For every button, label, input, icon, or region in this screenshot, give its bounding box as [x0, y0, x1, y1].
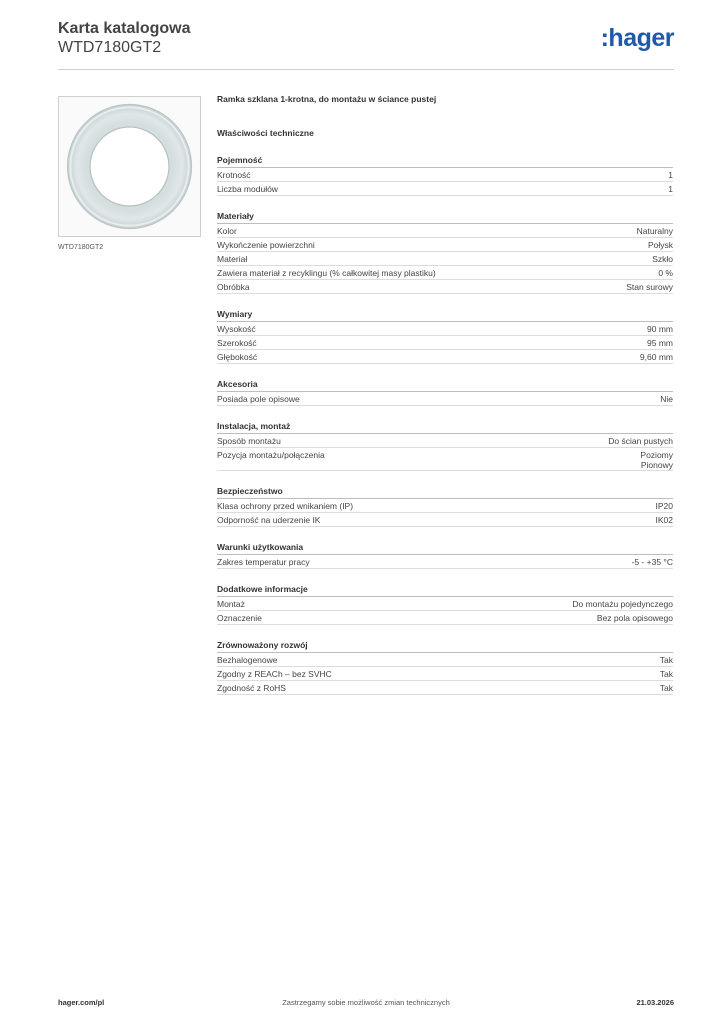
property-value — [660, 683, 673, 693]
property-row — [217, 681, 673, 695]
property-label: Oznaczenie — [217, 613, 262, 623]
property-section — [217, 421, 673, 471]
document-title: Karta katalogowa — [58, 20, 191, 37]
property-value — [597, 613, 673, 623]
property-value — [572, 599, 673, 609]
property-section — [217, 379, 673, 406]
property-label: Wykończenie powierzchni — [217, 240, 315, 250]
property-value-line: Pionowy — [640, 460, 673, 470]
property-label: Materiał — [217, 254, 248, 264]
property-row — [217, 336, 673, 350]
property-value-line: Naturalny — [636, 226, 673, 236]
property-value-line: Tak — [659, 683, 673, 693]
property-row — [217, 611, 673, 625]
property-value-line: 9,60 mm — [639, 352, 673, 362]
property-value — [656, 501, 674, 511]
property-value-line: 1 — [668, 170, 673, 180]
property-value-line: Tak — [659, 655, 673, 665]
property-row — [217, 513, 673, 527]
property-sections — [217, 155, 673, 695]
property-value — [632, 557, 673, 567]
property-value-line: Bez pola opisowego — [596, 613, 673, 623]
property-section — [217, 211, 673, 294]
property-label: Posiada pole opisowe — [217, 394, 300, 404]
property-value — [652, 254, 673, 264]
property-row — [217, 280, 673, 294]
product-image — [58, 96, 201, 237]
property-label: Zawiera materiał z recyklingu (% całkowitej masy plastiku) — [217, 268, 436, 278]
property-section — [217, 584, 673, 625]
product-details — [217, 94, 673, 695]
property-row — [217, 667, 673, 681]
property-row — [217, 555, 673, 569]
property-label: Odporność na uderzenie IK — [217, 515, 321, 525]
property-row — [217, 182, 673, 196]
property-row — [217, 252, 673, 266]
section-title: Bezpieczeństwo — [217, 486, 673, 499]
hager-logo — [601, 24, 674, 53]
property-value — [647, 324, 673, 334]
property-label: Bezhalogenowe — [217, 655, 278, 665]
property-value-line: 1 — [668, 184, 673, 194]
property-row — [217, 266, 673, 280]
property-row — [217, 653, 673, 667]
property-value-line: Poziomy — [640, 450, 673, 460]
property-label: Krotność — [217, 170, 251, 180]
glass-frame-illustration — [59, 97, 200, 236]
property-value-line: Tak — [659, 669, 673, 679]
product-code: WTD7180GT2 — [58, 39, 162, 56]
property-value — [668, 184, 673, 194]
property-label: Montaż — [217, 599, 245, 609]
property-value — [660, 394, 673, 404]
property-row — [217, 597, 673, 611]
footer-website-link[interactable]: hager.com/pl — [58, 998, 105, 1007]
property-value — [660, 669, 673, 679]
property-label: Głębokość — [217, 352, 258, 362]
property-row — [217, 499, 673, 513]
property-label: Pozycja montażu/połączenia — [217, 450, 325, 460]
property-value — [647, 338, 673, 348]
property-value-line: IK02 — [655, 515, 673, 525]
property-label: Zgodność z RoHS — [217, 683, 286, 693]
property-section — [217, 640, 673, 695]
section-title: Akcesoria — [217, 379, 673, 392]
hager-logo-text: :hager — [600, 24, 674, 52]
property-row — [217, 168, 673, 182]
property-value — [626, 282, 673, 292]
property-value — [658, 268, 673, 278]
property-value-line: 90 mm — [647, 324, 673, 334]
property-label: Wysokość — [217, 324, 256, 334]
footer-disclaimer: Zastrzegamy sobie możliwość zmian technicznych — [282, 998, 450, 1007]
section-title: Dodatkowe informacje — [217, 584, 673, 597]
section-title: Instalacja, montaż — [217, 421, 673, 434]
property-row — [217, 238, 673, 252]
property-label: Klasa ochrony przed wnikaniem (IP) — [217, 501, 354, 511]
property-value-line: 95 mm — [647, 338, 673, 348]
image-caption: WTD7180GT2 — [58, 244, 104, 251]
property-value — [640, 352, 673, 362]
property-row — [217, 392, 673, 406]
property-section — [217, 542, 673, 569]
property-value-line: Stan surowy — [626, 282, 673, 292]
property-value-line: Do ścian pustych — [608, 436, 673, 446]
property-section — [217, 486, 673, 527]
property-label: Obróbka — [217, 282, 250, 292]
property-label: Zgodny z REACh – bez SVHC — [217, 669, 332, 679]
section-title: Zrównoważony rozwój — [217, 640, 673, 653]
property-section — [217, 309, 673, 364]
property-label: Sposób montażu — [217, 436, 281, 446]
property-row — [217, 448, 673, 471]
properties-heading: Właściwości techniczne — [217, 128, 314, 138]
property-value — [648, 240, 673, 250]
property-row — [217, 434, 673, 448]
footer-date: 21.03.2026 — [636, 998, 674, 1007]
property-value — [608, 436, 673, 446]
property-label: Szerokość — [217, 338, 257, 348]
property-value-line: IP20 — [655, 501, 673, 511]
property-row — [217, 350, 673, 364]
section-title: Pojemność — [217, 155, 673, 168]
property-value — [656, 515, 674, 525]
product-title: Ramka szklana 1-krotna, do montażu w ściance pustej — [217, 94, 437, 104]
property-label: Liczba modułów — [217, 184, 278, 194]
property-value-line: 0 % — [658, 268, 673, 278]
property-value — [640, 450, 673, 470]
property-value-line: Połysk — [647, 240, 673, 250]
property-value-line: Do montażu pojedynczego — [572, 599, 673, 609]
section-title: Materiały — [217, 211, 673, 224]
property-label: Kolor — [217, 226, 237, 236]
page-header — [58, 20, 674, 70]
property-section — [217, 155, 673, 196]
section-title: Warunki użytkowania — [217, 542, 673, 555]
property-label: Zakres temperatur pracy — [217, 557, 310, 567]
property-value-line: -5 - +35 °C — [631, 557, 673, 567]
property-row — [217, 224, 673, 238]
property-value — [637, 226, 673, 236]
property-row — [217, 322, 673, 336]
property-value-line: Szkło — [652, 254, 673, 264]
section-title: Wymiary — [217, 309, 673, 322]
property-value — [668, 170, 673, 180]
property-value-line: Nie — [660, 394, 673, 404]
property-value — [660, 655, 673, 665]
